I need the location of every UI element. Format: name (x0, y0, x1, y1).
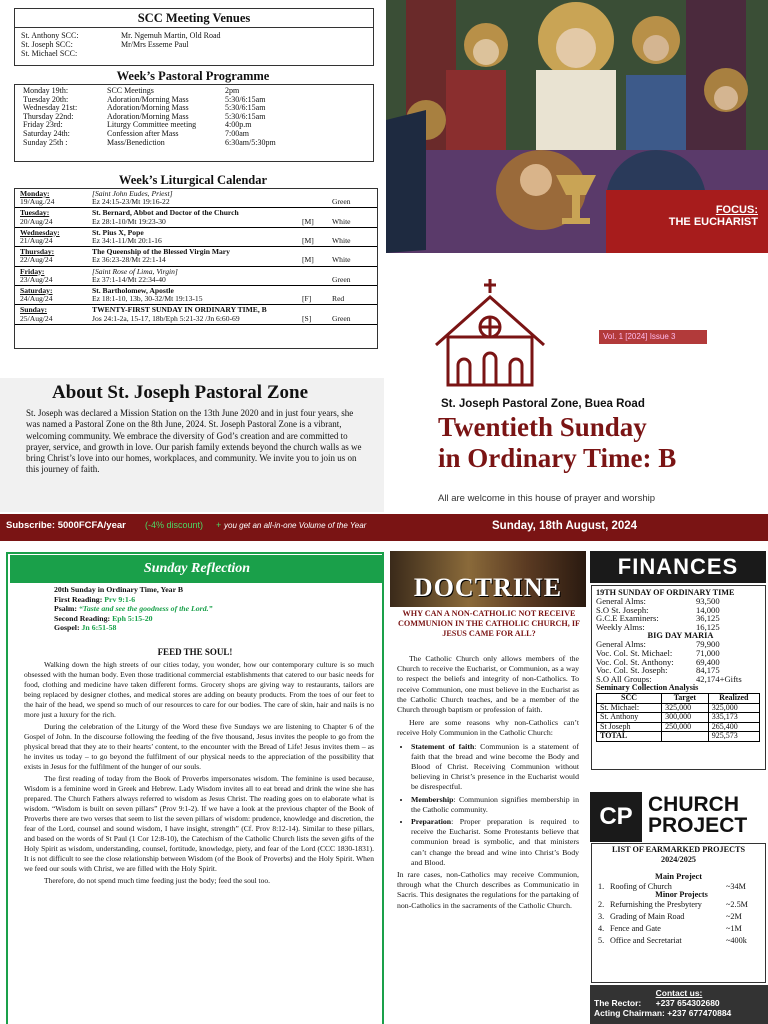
subscribe-bar (0, 514, 768, 541)
rector-contact (590, 998, 768, 1008)
project-item (598, 935, 765, 947)
liturgical-date (15, 268, 92, 284)
seminary-cell: 265,400 (708, 722, 759, 732)
liturgical-date-value: 24/Aug/24 (20, 294, 53, 304)
subscribe-offer: you get an all-in-one Volume of the Year (224, 521, 367, 530)
seminary-cell: 250,000 (662, 722, 709, 732)
contact-box (590, 985, 768, 1024)
minor-projects-label: Minor Projects (655, 890, 708, 899)
programme-day: Wednesday 21st: (23, 103, 78, 113)
finance-label: Voc. Col. St. Anthony: (596, 656, 674, 667)
finance-amount: 79,900 (696, 639, 720, 650)
programme-time: 4:00p.m (225, 120, 252, 130)
readings: Ez 28:1-10/Mt 19:23-30 (92, 216, 166, 226)
seminary-title: Seminary Collection Analysis (596, 683, 699, 693)
liturgical-date (15, 306, 92, 322)
liturgical-row (15, 208, 377, 227)
doctrine-paragraph: Here are some reasons why non-Catholics can’t receive Holy Communion in the Catholic Church: (397, 718, 579, 738)
finance-amount: 14,000 (696, 604, 720, 615)
project-item (598, 899, 765, 911)
doctrine-banner-text: DOCTRINE (413, 573, 563, 602)
doctrine-banner (390, 551, 586, 607)
second-reading-label: Second Reading: (54, 613, 111, 623)
project-item (598, 911, 765, 923)
about-title: About St. Joseph Pastoral Zone (52, 382, 308, 403)
seminary-cell: 325,000 (708, 703, 759, 713)
doctrine-paragraph: In rare cases, non-Catholics may receive Communion, through what the Church describes as Communicatio in Sacris. This designates the regulations for the partaking of non-Catholics in the sacraments of the Catholic Church. (397, 870, 579, 910)
finances-banner (590, 551, 766, 583)
readings: Ez 24:15-23/Mt 19:16-22 (92, 197, 170, 207)
scc-venues-box (14, 8, 374, 66)
reflection-banner-text: Sunday Reflection (143, 561, 251, 576)
reflection-body (24, 660, 374, 1024)
reflection-paragraph: During the celebration of the Liturgy of the Word these five Sundays we are listening to Chapter 6 of the Gospel of John. In the discourse following the feeding of the five thousand, Jesus invites the people to go from the physical bread that they ate to their hearts’ content, to the encounter with the Bread of Life! Jesus invites them – as he invites us today – to go beyond the fulfilment of our physical needs to the appreciation of the possibility that exists in Jesus for the fulfilment of the hunger of our souls. (24, 722, 374, 771)
seminary-cell: St Joseph (597, 722, 662, 732)
project-amount: ~400k (726, 936, 747, 945)
programme-event: Liturgy Committee meeting (107, 120, 197, 130)
finance-row (596, 675, 765, 684)
finance-amount: 16,125 (696, 621, 720, 632)
project-name: Fence and Gate (610, 924, 661, 933)
venue-host (121, 49, 221, 58)
seminary-cell: St. Michael: (597, 703, 662, 713)
focus-label: FOCUS: (715, 204, 758, 216)
readings: Jos 24:1-2a, 15-17, 18b/Eph 5:21-32 /Jn 6:60-69 (92, 313, 240, 323)
projects-list (592, 881, 765, 947)
venue-host: Mr. Ngemuh Martin, Old Road (121, 31, 221, 40)
programme-title: Week’s Pastoral Programme (116, 69, 270, 83)
liturgical-colour: White (332, 255, 351, 265)
church-house-icon (432, 277, 548, 389)
venue-scc: St. Joseph SCC: (21, 40, 73, 49)
project-number: 3. (598, 912, 605, 921)
rank: [S] (302, 313, 312, 323)
liturgical-date (15, 287, 92, 303)
seminary-row (597, 713, 760, 723)
col-header: SCC (597, 694, 662, 704)
chairman-contact (590, 1008, 768, 1018)
finance-row (596, 623, 765, 632)
readings: Ez 36:23-28/Mt 22:1-14 (92, 255, 166, 265)
finance-amount: 84,175 (696, 665, 720, 676)
rector-label: The Rector: (594, 998, 642, 1008)
total-label: TOTAL (597, 732, 662, 742)
col-header: Target (662, 694, 709, 704)
subscribe-label: Subscribe: 5000FCFA/year (6, 520, 126, 531)
scc-venues-table (21, 31, 221, 58)
first-reading-label: First Reading: (54, 594, 103, 604)
programme-day: Friday 23rd: (23, 120, 63, 130)
col-header: Realized (708, 694, 759, 704)
celebration-title: [Saint John Eudes, Priest] (92, 189, 173, 198)
celebration-details (92, 218, 377, 226)
cp-logo: CP (590, 792, 642, 842)
seminary-cell: 325,000 (662, 703, 709, 713)
rector-phone[interactable]: +237 654302680 (655, 998, 720, 1008)
liturgical-date (15, 209, 92, 225)
programme-time: 2pm (225, 86, 240, 95)
project-number: 4. (598, 924, 605, 933)
celebration-details (92, 295, 377, 303)
sunday-collection-title: 19TH SUNDAY OF ORDINARY TIME (596, 588, 735, 597)
reflection-readings (54, 585, 212, 633)
liturgical-day: Thursday: (20, 247, 55, 257)
doctrine-question: WHY CAN A NON-CATHOLIC NOT RECEIVE COMMUNION IN THE CATHOLIC CHURCH, IF JESUS CAME FOR ALL? (397, 609, 581, 638)
rank (302, 198, 332, 206)
psalm-text: “Taste and see the goodness of the Lord.” (78, 604, 213, 614)
reflection-banner (10, 555, 384, 583)
doctrine-body (397, 654, 579, 1024)
project-number: 2. (598, 900, 605, 909)
programme-event: Adoration/Morning Mass (107, 94, 189, 104)
church-word: CHURCH (648, 793, 739, 816)
total-empty (662, 732, 709, 742)
project-name: Office and Secretariat (610, 936, 682, 945)
liturgical-celebration (92, 229, 377, 245)
celebration-details (92, 315, 377, 323)
liturgical-row (15, 305, 377, 324)
celebration-details (92, 237, 377, 245)
programme-time: 5:30/6:15am (225, 103, 266, 113)
about-section (0, 378, 384, 512)
project-number: 5. (598, 936, 605, 945)
finance-amount: 71,000 (696, 647, 720, 658)
rank: [M] (302, 255, 314, 265)
chairman-label: Acting Chairman: (594, 1008, 665, 1018)
programme-table (23, 87, 276, 147)
reason-text: : Proper preparation is required to receive the Eucharist. Some Protestants believe that communion bread is symbolic, and that ministers can’t change the bread and wine into Christ’s Body and Blood. (411, 817, 579, 867)
church-logo (432, 277, 548, 394)
reflection-week: 20th Sunday in Ordinary Time, Year B (54, 585, 184, 594)
celebration-details (92, 276, 377, 284)
reflection-paragraph: The first reading of today from the Book of Proverbs impersonates wisdom. The feminine is used because, Wisdom is a feminine word in Greek and Hebrew. Lady Wisdom invites all to eat bread and drink the wine she has prepared. The Church Fathers always referred to wisdom as Jesus Christ. The reading goes on to elaborate what is wisdom. “Wisdom is built on seven pillars” (Prov 9:1-2). If we have a look at the previous chapter of the Book of Proverbs there are two verses that seem to list the seven pillars of wisdom: prudence, knowledge and discretion, the fear of the Lord, counsel and sound wisdom, I have insight, strength” (Cf. Prov 8:12-14). Similar to these pillars, and based on the words of St Paul (1 Cor 12:8-10), the Catechism of the Catholic Church lists the seven gifts of the Holy Spirit as wisdom, understanding, counsel, fortitude, knowledge, piety, and fear of the Lord (CCC 1830-1831). It is not difficult to see the close relationship between Wisdom (of the Book of Proverbs) and the Holy Spirit. When we feed our souls with Christ, we are filled with the Holy Spirit. (24, 774, 374, 873)
finance-label: General Alms: (596, 639, 646, 650)
main-project-label: Main Project (654, 872, 703, 881)
programme-day: Thursday 22nd: (23, 111, 74, 121)
venue-scc: St. Anthony SCC: (21, 31, 79, 40)
project-item (598, 923, 765, 935)
liturgical-colour: White (332, 236, 351, 246)
liturgical-title: Week’s Liturgical Calendar (118, 173, 268, 187)
finance-label: G.C.E Examiners: (596, 613, 659, 624)
projects-list-title: LIST OF EARMARKED PROJECTS 2024/2025 (611, 845, 746, 864)
programme-day: Tuesday 20th: (23, 94, 69, 104)
volume-badge: Vol. 1 [2024] Issue 3 (599, 330, 707, 344)
projects-box (591, 843, 766, 983)
liturgical-day: Wednesday: (20, 227, 60, 237)
seminary-cell: St. Anthony (597, 713, 662, 723)
first-reading (54, 595, 212, 605)
liturgical-date-value: 19/Aug./24 (20, 197, 55, 207)
project-amount: ~2M (726, 912, 742, 921)
programme-time: 6:30am/5:30pm (225, 137, 276, 147)
liturgical-date-value: 20/Aug/24 (20, 216, 53, 226)
sunday-collection-list (596, 597, 765, 631)
first-reading-ref: Prv 9:1-6 (104, 594, 136, 604)
rank: [F] (302, 294, 312, 304)
celebration-title: St. Bernard, Abbot and Doctor of the Church (92, 208, 239, 218)
focus-banner (606, 190, 768, 253)
reflection-paragraph: Walking down the high streets of our cities today, you wonder, how our contemporary culture is so much obsessed with the human body. Even those traditional commercial establishments that catered to our basic needs for food, clothing and medicine have taken different forms. Grocery shops are giving way to restaurants, tailors are being replaced by designer clothes, and medical stores are adding on beauty products. From the toes of our feet to the hair of the head, we spend so much of our resources to care for our bodies. The care of skin, hair and nails is no more just a luxury for the rich. (24, 660, 374, 719)
reason-label: Preparation (411, 817, 452, 827)
liturgical-celebration (92, 190, 377, 206)
finance-label: General Alms: (596, 596, 646, 606)
programme-event: Adoration/Morning Mass (107, 103, 189, 113)
contact-title: Contact us: (655, 988, 703, 998)
doctrine-reason (411, 742, 579, 793)
zone-name: St. Joseph Pastoral Zone, Buea Road (441, 398, 645, 410)
liturgical-row (15, 228, 377, 247)
about-text: St. Joseph was declared a Mission Station on the 13th June 2020 and in just four years, she was named a Pastoral Zone on the 8th June, 2024. St. Joseph Pastoral Zone is a vibrant, welcoming community. We embrace the diversity of God’s creation and are committed to prayer, service, and growth in love. Our parish family extends beyond the church walls as we bring Christ’s love into our homes, workplaces, and community. We invite you to join us on this journey of faith. (26, 408, 362, 475)
second-reading (54, 614, 212, 624)
finance-amount: 69,400 (696, 656, 720, 667)
liturgical-colour: White (332, 216, 351, 226)
reflection-paragraph: Therefore, do not spend much time feeding just the body; feed the soul too. (44, 876, 270, 885)
liturgical-row (15, 247, 377, 266)
celebration-title: St. Bartholomew, Apostle (92, 286, 174, 296)
project-amount: ~34M (726, 882, 746, 891)
liturgical-date (15, 229, 92, 245)
liturgical-row (15, 267, 377, 286)
second-reading-ref: Eph 5:15-20 (112, 613, 153, 623)
focus-topic: THE EUCHARIST (668, 216, 758, 228)
gospel-ref: Jn 6:51-58 (81, 623, 117, 633)
finances-banner-text: FINANCES (617, 554, 739, 579)
doctrine-reason (411, 795, 579, 815)
liturgical-row (15, 189, 377, 208)
liturgical-colour: Green (332, 197, 351, 207)
rank: [M] (302, 236, 314, 246)
liturgical-colour: Green (332, 274, 351, 284)
total-value: 925,573 (708, 732, 759, 742)
liturgical-date (15, 248, 92, 264)
rank (302, 276, 332, 284)
liturgical-date-value: 25/Aug/24 (20, 313, 53, 323)
bigday-list (596, 640, 765, 683)
seminary-table (596, 693, 760, 742)
issue-date: Sunday, 18th August, 2024 (492, 520, 638, 532)
liturgical-day: Tuesday: (20, 208, 50, 218)
liturgical-celebration (92, 306, 377, 322)
finance-amount: 36,125 (696, 613, 720, 624)
liturgical-celebration (92, 268, 377, 284)
scc-venues-title: SCC Meeting Venues (15, 9, 373, 28)
celebration-title: TWENTY-FIRST SUNDAY IN ORDINARY TIME, B (92, 305, 267, 315)
reason-text: : Communion signifies membership in the Catholic community. (411, 794, 579, 814)
programme-event: SCC Meetings (107, 86, 154, 95)
liturgical-celebration (92, 248, 377, 264)
doctrine-reason (411, 817, 579, 868)
project-amount: ~2.5M (726, 900, 748, 909)
reason-text: : Communion is a statement of faith that the bread and wine become the Body and Blood of Christ. Receiving Communion without believing in Christ’s presence in the Eucharist would be disrespectful. (411, 741, 579, 792)
programme-time: 7:00am (225, 128, 249, 138)
reflection-heading: FEED THE SOUL! (157, 647, 233, 657)
liturgical-day: Friday: (20, 266, 45, 276)
programme-event: Confession after Mass (107, 128, 179, 138)
project-name: Roofing of Church (610, 882, 672, 891)
finance-label: S.O St. Joseph: (596, 604, 649, 615)
liturgical-colour: Red (332, 294, 345, 304)
last-supper-image (386, 0, 768, 253)
liturgical-date-value: 22/Aug/24 (20, 255, 53, 265)
rank: [M] (302, 216, 314, 226)
liturgical-colour: Green (332, 313, 351, 323)
project-amount: ~1M (726, 924, 742, 933)
project-number: 1. (598, 882, 605, 891)
programme-day: Sunday 25th : (23, 137, 68, 147)
liturgical-row (15, 286, 377, 305)
liturgical-celebration (92, 209, 377, 225)
liturgical-box (14, 188, 378, 349)
liturgical-day: Monday: (20, 189, 50, 198)
programme-time: 5:30/6:15am (225, 94, 266, 104)
tagline: All are welcome in this house of prayer and worship (438, 493, 656, 504)
gospel (54, 623, 212, 633)
reason-label: Membership (411, 794, 454, 804)
readings: Ez 34:1-11/Mt 20:1-16 (92, 236, 162, 246)
programme-event: Adoration/Morning Mass (107, 111, 189, 121)
project-name: Refurnishing the Presbytery (610, 900, 702, 909)
gospel-label: Gospel: (54, 623, 80, 633)
finance-label: Weekly Alms: (596, 621, 645, 632)
programme-row (23, 139, 276, 148)
celebration-details (92, 198, 377, 206)
issue-title-line1: Twentieth Sunday (438, 412, 647, 442)
project-name: Grading of Main Road (610, 912, 685, 921)
programme-box (14, 84, 374, 162)
celebration-title: The Queenship of the Blessed Virgin Mary (92, 247, 230, 257)
celebration-title: St. Pius X, Pope (92, 227, 144, 237)
chairman-phone[interactable]: +237 677470884 (667, 1008, 732, 1018)
reason-label: Statement of faith (411, 741, 475, 751)
programme-event: Mass/Benediction (107, 137, 165, 147)
psalm (54, 604, 212, 614)
finance-label: Voc. Col. St. Michael: (596, 647, 673, 658)
celebration-details (92, 256, 377, 264)
liturgical-date-value: 23/Aug/24 (20, 274, 53, 284)
programme-time: 5:30/6:15am (225, 111, 266, 121)
programme-day: Monday 19th: (23, 86, 69, 95)
doctrine-reasons (397, 742, 579, 868)
seminary-cell: 300,000 (662, 713, 709, 723)
finance-amount: 42,174+Gifts (696, 673, 742, 684)
liturgical-day: Sunday: (20, 305, 48, 315)
seminary-cell: 335,173 (708, 713, 759, 723)
psalm-label: Psalm: (54, 604, 77, 614)
readings: Ez 37:1-14/Mt 22:34-40 (92, 274, 166, 284)
liturgical-date (15, 190, 92, 206)
liturgical-day: Saturday: (20, 286, 53, 296)
subscribe-plus: + (216, 520, 222, 530)
finance-amount: 93,500 (696, 596, 720, 606)
venue-host: Mr/Mrs Esseme Paul (121, 40, 189, 49)
celebration-title: [Saint Rose of Lima, Virgin] (92, 266, 178, 276)
subscribe-discount: (-4% discount) (145, 520, 204, 530)
finance-label: S.O All Groups: (596, 673, 652, 684)
readings: Ez 18:1-10, 13b, 30-32/Mt 19:13-15 (92, 294, 203, 304)
venue-scc: St. Michael SCC: (21, 49, 78, 58)
project-word: PROJECT (648, 814, 748, 837)
doctrine-paragraph: The Catholic Church only allows members of the Church to receive the Eucharist, or Communion, as a way to respect the beliefs and integrity of non-Catholics. To receive Communion, one must believe in the Eucharist as the Catholic Church teaches, and be a member of the Church through baptism or profession of faith. (397, 654, 579, 715)
bigday-title: BIG DAY MARIA (647, 631, 714, 641)
programme-day: Saturday 24th: (23, 128, 70, 138)
liturgical-date-value: 21/Aug/24 (20, 236, 53, 246)
church-project-title (648, 794, 747, 836)
liturgical-celebration (92, 287, 377, 303)
issue-title-line2: in Ordinary Time: B (438, 443, 677, 473)
finances-box (591, 585, 766, 770)
finance-label: Voc. Col. St. Joseph: (596, 665, 668, 676)
